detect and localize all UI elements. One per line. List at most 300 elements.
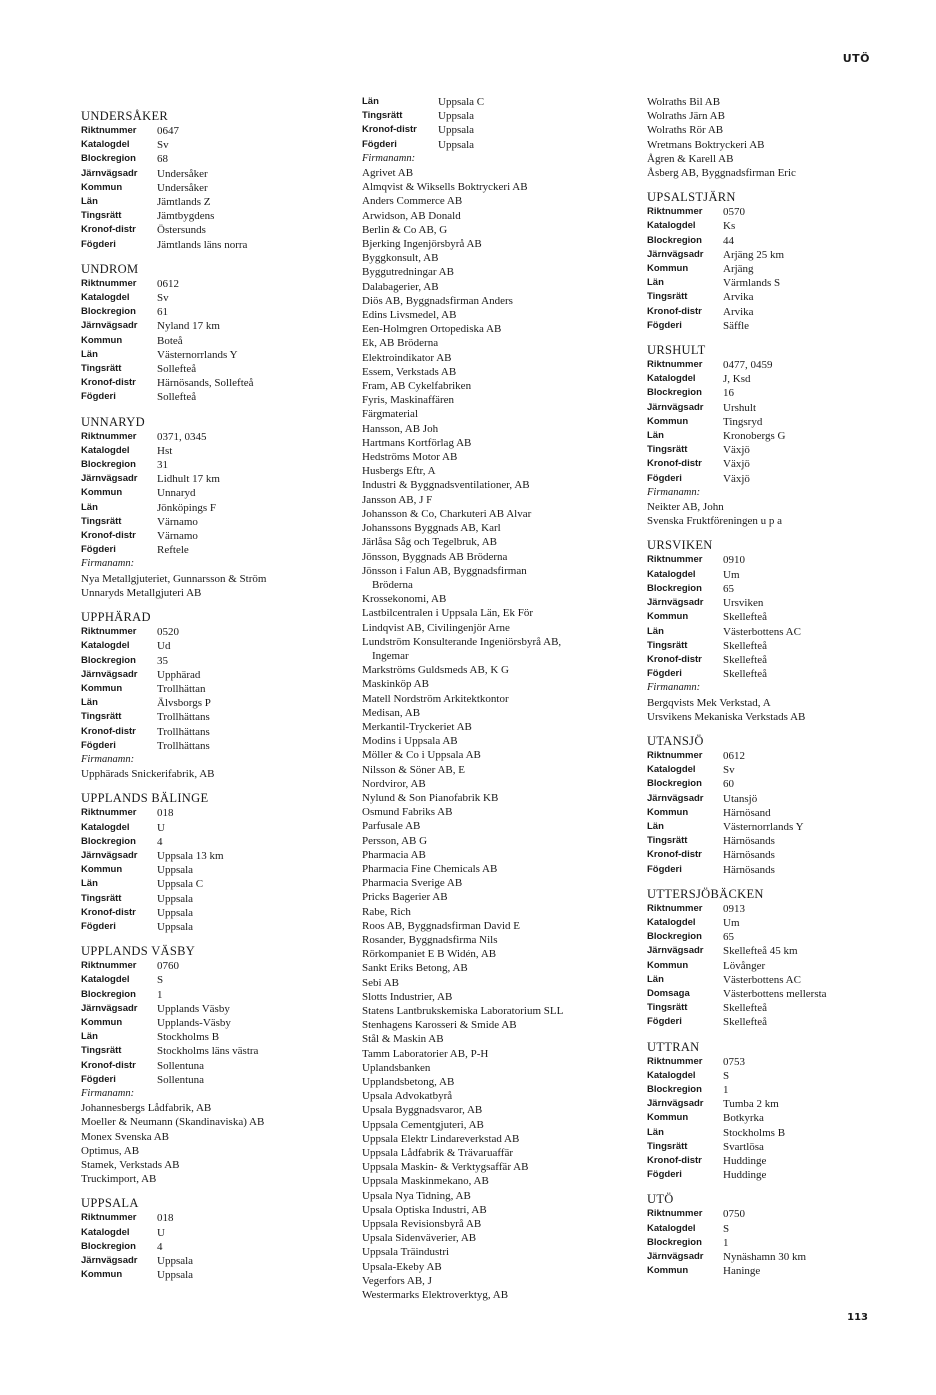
field-row bbox=[81, 849, 351, 863]
firm-name: Sebi AB bbox=[362, 976, 399, 989]
field-label: Kronof-distr bbox=[81, 1059, 136, 1071]
firm-name: Byggkonsult, AB bbox=[362, 252, 439, 265]
field-label: Riktnummer bbox=[81, 626, 137, 638]
field-row bbox=[81, 920, 351, 934]
field-row bbox=[81, 625, 351, 639]
field-value: Upplands Väsby bbox=[157, 1002, 230, 1015]
field-value: 0910 bbox=[723, 554, 745, 567]
field-value: Um bbox=[723, 568, 740, 581]
field-value: Ursviken bbox=[723, 597, 764, 610]
firm-name: Bröderna bbox=[372, 578, 413, 591]
firm-name: Möller & Co i Uppsala AB bbox=[362, 749, 481, 762]
firm-list-heading: Firmanamn: bbox=[647, 486, 701, 498]
field-row bbox=[647, 863, 927, 877]
field-row bbox=[647, 472, 927, 486]
firm-name: Ursvikens Mekaniska Verkstads AB bbox=[647, 710, 806, 723]
field-label: Riktnummer bbox=[647, 554, 703, 566]
field-label: Katalogdel bbox=[647, 373, 696, 385]
field-label: Fögderi bbox=[81, 544, 116, 556]
field-value: Jämtbygdens bbox=[157, 210, 215, 223]
field-label: Län bbox=[647, 625, 664, 637]
firm-name: Jönsson, Byggnads AB Bröderna bbox=[362, 550, 508, 563]
firm-name: Neikter AB, John bbox=[647, 501, 724, 514]
running-head: UTÖ bbox=[842, 52, 870, 65]
field-label: Järnvägsadr bbox=[647, 1251, 704, 1263]
field-row bbox=[647, 358, 927, 372]
firm-name: Wolraths Bil AB bbox=[647, 96, 721, 108]
field-value: 0371, 0345 bbox=[157, 430, 207, 443]
field-label: Blockregion bbox=[81, 306, 136, 318]
field-label: Riktnummer bbox=[647, 1208, 703, 1220]
field-label: Kommun bbox=[81, 334, 123, 346]
field-label: Katalogdel bbox=[647, 220, 696, 232]
firm-name: Lundström Konsulterande Ingeniörsbyrå AB, bbox=[362, 635, 562, 648]
field-row bbox=[81, 138, 351, 152]
field-value: 018 bbox=[157, 807, 174, 820]
field-value: S bbox=[157, 974, 164, 987]
firm-name: Matell Nordström Arkitektkontor bbox=[362, 692, 509, 705]
field-value: Värnamo bbox=[157, 515, 198, 528]
field-value: Uppsala 13 km bbox=[157, 849, 224, 862]
field-label: Kronof-distr bbox=[647, 1155, 702, 1166]
field-row bbox=[81, 654, 351, 668]
field-label: Katalogdel bbox=[81, 640, 130, 652]
field-row bbox=[647, 248, 927, 262]
field-row bbox=[647, 1069, 927, 1083]
field-value: Härnösand bbox=[723, 806, 771, 819]
field-label: Fögderi bbox=[81, 1073, 116, 1085]
firm-name: Upsala Sidenväverier, AB bbox=[362, 1232, 477, 1245]
field-label: Katalogdel bbox=[81, 821, 130, 833]
field-value: Skellefteå bbox=[723, 639, 767, 652]
field-value: 4 bbox=[157, 835, 163, 848]
field-row bbox=[647, 1207, 927, 1221]
firm-name: Nya Metallgjuteriet, Gunnarsson & Ström bbox=[81, 572, 267, 585]
field-row bbox=[81, 458, 351, 472]
field-label: Kommun bbox=[647, 611, 689, 623]
field-label: Blockregion bbox=[81, 459, 136, 471]
field-value: Härnösands, Sollefteå bbox=[157, 377, 254, 390]
field-label: Kommun bbox=[81, 682, 123, 694]
field-value: Växjö bbox=[723, 472, 750, 485]
firm-name: Een-Holmgren Ortopediska AB bbox=[362, 323, 502, 336]
firm-name: Uppsala Maskin- & Verktygsaffär AB bbox=[362, 1161, 529, 1174]
field-value: Arjäng 25 km bbox=[723, 248, 785, 261]
firm-name: Arwidson, AB Donald bbox=[362, 209, 461, 222]
field-value: Trollhättans bbox=[157, 739, 210, 752]
field-value: Unnaryd bbox=[157, 487, 196, 500]
field-label: Fögderi bbox=[647, 863, 682, 875]
field-label: Tingsrätt bbox=[81, 1045, 122, 1057]
place-entry bbox=[647, 1192, 927, 1278]
field-label: Kommun bbox=[647, 959, 689, 971]
field-value: 65 bbox=[723, 931, 734, 944]
firm-name: Medisan, AB bbox=[362, 706, 421, 719]
place-entry bbox=[81, 610, 351, 781]
field-value: 0612 bbox=[157, 277, 179, 290]
field-value: Trollhättans bbox=[157, 711, 210, 724]
firm-name: Berlin & Co AB, G bbox=[362, 223, 448, 236]
place-name: UNDERSÅKER bbox=[81, 109, 169, 123]
firm-name: Moeller & Neumann (Skandinaviska) AB bbox=[81, 1116, 265, 1129]
field-label: Län bbox=[81, 501, 98, 513]
field-label: Katalogdel bbox=[81, 444, 130, 456]
field-value: 0913 bbox=[723, 902, 745, 915]
firm-name: Merkantil-Tryckeriet AB bbox=[362, 720, 472, 733]
field-value: Um bbox=[723, 916, 740, 929]
field-value: Jämtlands Z bbox=[157, 196, 211, 209]
firm-name: Hansson, AB Joh bbox=[362, 422, 439, 435]
field-value: Uppsala bbox=[438, 110, 475, 123]
field-label: Kronof-distr bbox=[81, 224, 136, 236]
firm-name: Johannesbergs Lådfabrik, AB bbox=[81, 1102, 212, 1115]
field-label: Län bbox=[647, 277, 664, 289]
place-name: UNDROM bbox=[81, 261, 139, 276]
firm-name: Ek, AB Bröderna bbox=[362, 337, 439, 350]
field-label: Kronof-distr bbox=[81, 906, 136, 918]
field-value: Skellefteå 45 km bbox=[723, 945, 798, 958]
place-name: UPPLANDS BÄLINGE bbox=[81, 791, 209, 806]
field-label: Riktnummer bbox=[81, 960, 137, 972]
field-row bbox=[81, 973, 351, 987]
field-row bbox=[81, 195, 351, 209]
field-row bbox=[647, 1097, 927, 1111]
field-row bbox=[81, 1240, 351, 1254]
field-label: Län bbox=[81, 196, 98, 208]
place-entry bbox=[81, 944, 351, 1186]
field-label: Riktnummer bbox=[81, 125, 137, 136]
field-label: Tingsrätt bbox=[81, 363, 122, 375]
field-value: Huddinge bbox=[723, 1155, 767, 1167]
field-value: Skellefteå bbox=[723, 1002, 767, 1015]
field-row bbox=[81, 639, 351, 653]
field-row bbox=[81, 223, 351, 237]
field-row bbox=[81, 305, 351, 319]
field-value: 68 bbox=[157, 153, 168, 166]
firm-name: Wolraths Rör AB bbox=[647, 124, 724, 137]
field-value: Härnösands bbox=[723, 835, 775, 848]
field-label: Tingsrätt bbox=[81, 515, 122, 527]
field-row bbox=[81, 348, 351, 362]
firm-name: Jönsson i Falun AB, Byggnadsfirman bbox=[362, 564, 527, 577]
firm-name: Slotts Industrier, AB bbox=[362, 990, 453, 1003]
place-entry bbox=[647, 1040, 927, 1183]
firm-name: Rabe, Rich bbox=[362, 905, 411, 918]
field-value: 65 bbox=[723, 582, 734, 595]
firm-name: Essem, Verkstads AB bbox=[362, 365, 457, 378]
firm-name: Upsala Nya Tidning, AB bbox=[362, 1189, 471, 1202]
place-name: UTANSJÖ bbox=[647, 733, 704, 748]
column-2 bbox=[362, 95, 632, 1312]
field-row bbox=[647, 792, 927, 806]
firm-name: Nordviror, AB bbox=[362, 777, 426, 790]
firm-name: Rosander, Byggnadsfirma Nils bbox=[362, 933, 498, 946]
place-name: UNNARYD bbox=[81, 414, 145, 429]
field-value: 35 bbox=[157, 654, 168, 667]
field-row bbox=[81, 892, 351, 906]
place-entry bbox=[81, 1196, 351, 1282]
field-row bbox=[647, 290, 927, 304]
field-label: Kommun bbox=[647, 1112, 689, 1124]
field-value: Sollefteå bbox=[157, 391, 197, 404]
field-row bbox=[647, 319, 927, 333]
firm-name: Nylund & Son Pianofabrik KB bbox=[362, 791, 499, 804]
field-row bbox=[647, 205, 927, 219]
field-value: Älvsborgs P bbox=[157, 697, 211, 710]
field-row bbox=[81, 1073, 351, 1087]
field-label: Blockregion bbox=[81, 654, 136, 666]
firm-name: Ågren & Karell AB bbox=[647, 152, 734, 165]
field-row bbox=[81, 1030, 351, 1044]
firm-name: Upsala-Ekeby AB bbox=[362, 1260, 442, 1273]
field-value: Östersunds bbox=[157, 224, 206, 237]
field-label: Riktnummer bbox=[647, 359, 703, 371]
column-1 bbox=[81, 109, 351, 1292]
field-row bbox=[647, 916, 927, 930]
field-label: Blockregion bbox=[647, 387, 702, 399]
field-row bbox=[647, 1140, 927, 1154]
field-row bbox=[647, 987, 927, 1001]
field-value: Nyland 17 km bbox=[157, 320, 220, 333]
field-label: Fögderi bbox=[81, 391, 116, 403]
field-row bbox=[81, 543, 351, 557]
field-value: Uppsala bbox=[438, 138, 475, 151]
field-row bbox=[81, 152, 351, 166]
field-value: Uppsala C bbox=[438, 96, 485, 108]
field-label: Kronof-distr bbox=[647, 458, 702, 470]
field-row bbox=[647, 973, 927, 987]
field-row bbox=[81, 486, 351, 500]
field-label: Riktnummer bbox=[647, 902, 703, 914]
field-value: Svartlösa bbox=[723, 1140, 764, 1153]
firm-name: Monex Svenska AB bbox=[81, 1130, 169, 1143]
field-row bbox=[81, 1002, 351, 1016]
firm-name: Pharmacia AB bbox=[362, 848, 426, 861]
field-value: J, Ksd bbox=[723, 373, 751, 386]
field-value: Skellefteå bbox=[723, 653, 767, 666]
field-value: Växjö bbox=[723, 458, 750, 471]
field-label: Järnvägsadr bbox=[81, 320, 138, 332]
field-row bbox=[81, 376, 351, 390]
field-value: Skellefteå bbox=[723, 1016, 767, 1029]
field-row bbox=[647, 1015, 927, 1029]
field-label: Tingsrätt bbox=[647, 1140, 688, 1152]
field-row bbox=[647, 234, 927, 248]
field-row bbox=[647, 262, 927, 276]
field-value: Uppsala bbox=[157, 920, 194, 933]
field-row bbox=[81, 959, 351, 973]
field-label: Riktnummer bbox=[81, 1212, 137, 1224]
field-value: Västerbottens AC bbox=[723, 625, 801, 638]
field-label: Fögderi bbox=[647, 668, 682, 680]
field-row bbox=[81, 668, 351, 682]
field-row bbox=[81, 863, 351, 877]
field-label: Järnvägsadr bbox=[647, 1098, 704, 1110]
field-value: Ks bbox=[723, 220, 736, 233]
firm-name: Uppsala Träindustri bbox=[362, 1246, 450, 1259]
field-label: Kommun bbox=[647, 415, 689, 427]
field-label: Län bbox=[647, 820, 664, 832]
field-label: Domsaga bbox=[647, 987, 690, 999]
field-label: Katalogdel bbox=[81, 974, 130, 986]
place-entry bbox=[647, 95, 927, 180]
field-row bbox=[647, 820, 927, 834]
field-row bbox=[647, 1264, 927, 1278]
field-row bbox=[647, 1126, 927, 1140]
firm-name: Markströms Guldsmeds AB, K G bbox=[362, 664, 509, 677]
field-row bbox=[81, 319, 351, 333]
field-value: Kronobergs G bbox=[723, 430, 786, 443]
field-label: Järnvägsadr bbox=[647, 401, 704, 413]
field-value: U bbox=[157, 1226, 165, 1239]
firm-name: Optimus, AB bbox=[81, 1144, 140, 1157]
field-value: Stockholms B bbox=[723, 1126, 786, 1139]
field-value: Skellefteå bbox=[723, 611, 767, 624]
field-value: 0477, 0459 bbox=[723, 359, 773, 372]
firm-list-heading: Firmanamn: bbox=[81, 753, 135, 765]
firm-name: Uppsala Lådfabrik & Trävaruaffär bbox=[362, 1147, 513, 1160]
field-label: Fögderi bbox=[647, 472, 682, 484]
field-row bbox=[647, 582, 927, 596]
field-label: Tingsrätt bbox=[81, 210, 122, 222]
field-value: 44 bbox=[723, 234, 734, 247]
field-row bbox=[81, 1059, 351, 1073]
field-label: Katalogdel bbox=[647, 1069, 696, 1081]
column-3 bbox=[647, 95, 927, 1288]
firm-name: Unnaryds Metallgjuteri AB bbox=[81, 586, 202, 599]
firm-list-heading: Firmanamn: bbox=[81, 558, 135, 570]
field-row bbox=[647, 777, 927, 791]
field-value: Värmlands S bbox=[723, 277, 781, 290]
field-row bbox=[647, 625, 927, 639]
field-value: Värnamo bbox=[157, 530, 198, 543]
field-value: Uppsala bbox=[157, 892, 194, 905]
field-row bbox=[81, 835, 351, 849]
field-value: Västerbottens mellersta bbox=[723, 987, 827, 1000]
field-row bbox=[647, 763, 927, 777]
field-value: Ud bbox=[157, 640, 171, 653]
firm-name: Industri & Byggnadsventilationer, AB bbox=[362, 479, 530, 492]
field-row bbox=[647, 443, 927, 457]
field-value: Upplands-Väsby bbox=[157, 1016, 231, 1029]
field-label: Kronof-distr bbox=[81, 377, 136, 389]
field-label: Blockregion bbox=[81, 1240, 136, 1252]
field-value: Västernorrlands Y bbox=[157, 348, 238, 361]
firm-name: Bergqvists Mek Verkstad, A bbox=[647, 696, 771, 709]
field-label: Tingsrätt bbox=[647, 1002, 688, 1014]
field-value: 018 bbox=[157, 1212, 174, 1225]
field-row bbox=[81, 1226, 351, 1240]
firm-name: Hartmans Kortförlag AB bbox=[362, 436, 472, 449]
field-row bbox=[81, 390, 351, 404]
field-row bbox=[81, 739, 351, 753]
firm-name: Wretmans Boktryckeri AB bbox=[647, 138, 765, 151]
field-value: S bbox=[723, 1069, 730, 1082]
field-label: Järnvägsadr bbox=[81, 167, 138, 179]
field-row bbox=[362, 95, 632, 109]
field-label: Län bbox=[81, 878, 98, 890]
field-row bbox=[647, 944, 927, 958]
place-entry bbox=[647, 190, 927, 333]
field-row bbox=[647, 457, 927, 471]
field-label: Kommun bbox=[81, 181, 123, 193]
field-value: Uppsala C bbox=[157, 878, 204, 891]
field-row bbox=[81, 725, 351, 739]
field-label: Tingsrätt bbox=[81, 892, 122, 904]
field-value: 0647 bbox=[157, 125, 179, 137]
field-row bbox=[647, 902, 927, 916]
field-value: Uppsala bbox=[438, 124, 475, 137]
field-label: Katalogdel bbox=[81, 139, 130, 151]
field-value: Stockholms B bbox=[157, 1031, 220, 1044]
field-value: Hst bbox=[157, 444, 173, 457]
firm-name: Ingemar bbox=[372, 649, 409, 662]
firm-name: Krossekonomi, AB bbox=[362, 593, 447, 606]
field-label: Tingsrätt bbox=[647, 444, 688, 456]
field-row bbox=[81, 334, 351, 348]
firm-name: Uppsala Maskinmekano, AB bbox=[362, 1175, 489, 1188]
place-entry bbox=[81, 109, 351, 252]
field-row bbox=[647, 1083, 927, 1097]
field-label: Järnvägsadr bbox=[81, 668, 138, 680]
place-name: URSHULT bbox=[647, 343, 706, 358]
field-label: Riktnummer bbox=[647, 1055, 703, 1067]
field-row bbox=[647, 653, 927, 667]
field-label: Järnvägsadr bbox=[647, 597, 704, 609]
firm-name: Sankt Eriks Betong, AB bbox=[362, 962, 468, 975]
field-value: Upphärad bbox=[157, 668, 201, 681]
place-entry bbox=[647, 343, 927, 528]
firm-name: Westermarks Elektroverktyg, AB bbox=[362, 1289, 509, 1302]
field-label: Län bbox=[81, 697, 98, 709]
field-row bbox=[647, 639, 927, 653]
field-label: Riktnummer bbox=[81, 807, 137, 819]
firm-name: Upsala Byggnadsvaror, AB bbox=[362, 1104, 483, 1117]
field-value: Jämtlands läns norra bbox=[157, 238, 248, 251]
field-value: Lövånger bbox=[723, 959, 766, 972]
field-row bbox=[81, 238, 351, 252]
field-row bbox=[647, 219, 927, 233]
field-row bbox=[647, 1001, 927, 1015]
field-row bbox=[647, 848, 927, 862]
field-row bbox=[647, 596, 927, 610]
field-value: Uppsala bbox=[157, 906, 194, 919]
field-value: Haninge bbox=[723, 1265, 761, 1278]
field-row bbox=[81, 1268, 351, 1282]
field-value: Säffle bbox=[723, 319, 750, 332]
field-label: Kommun bbox=[647, 806, 689, 818]
field-row bbox=[647, 1236, 927, 1250]
field-label: Riktnummer bbox=[647, 749, 703, 761]
field-value: 16 bbox=[723, 387, 734, 400]
field-value: 0570 bbox=[723, 206, 745, 219]
field-value: Undersåker bbox=[157, 181, 208, 194]
place-entry bbox=[81, 415, 351, 600]
field-row bbox=[81, 529, 351, 543]
firm-list-heading: Firmanamn: bbox=[362, 152, 416, 164]
field-value: Västerbottens AC bbox=[723, 973, 801, 986]
field-row bbox=[81, 277, 351, 291]
field-row bbox=[81, 501, 351, 515]
field-row bbox=[362, 138, 632, 152]
field-value: Sv bbox=[157, 292, 169, 305]
field-label: Fögderi bbox=[81, 739, 116, 751]
firm-name: Bjerking Ingenjörsbyrå AB bbox=[362, 238, 482, 251]
firm-name: Elektroindikator AB bbox=[362, 351, 452, 364]
field-value: 0520 bbox=[157, 626, 179, 639]
firm-name: Statens Lantbrukskemiska Laboratorium SLL bbox=[362, 1005, 564, 1017]
field-label: Blockregion bbox=[81, 988, 136, 1000]
